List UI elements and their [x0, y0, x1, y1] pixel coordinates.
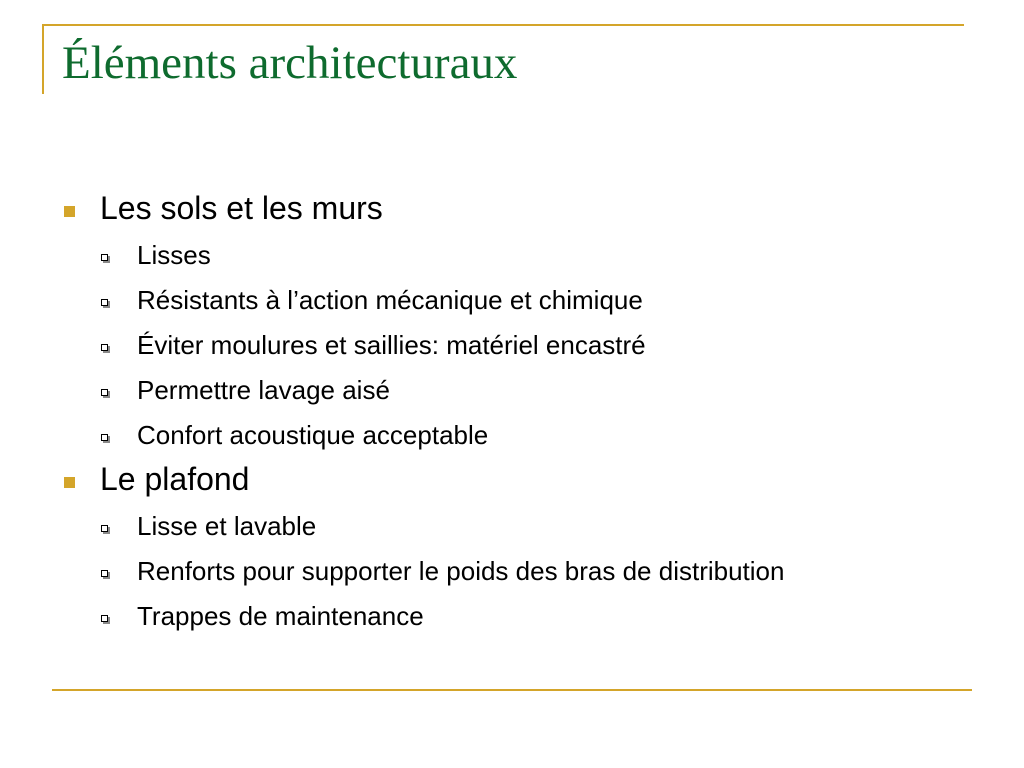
- bullet-level2-text: Renforts pour supporter le poids des bras de distribution: [137, 556, 785, 586]
- bullet-level2-text: Résistants à l’action mécanique et chimique: [137, 285, 643, 315]
- frame-top-line: [42, 24, 964, 26]
- bullet-level2-text: Trappes de maintenance: [137, 601, 424, 631]
- hollow-square-bullet-icon: [101, 254, 108, 261]
- square-bullet-icon: [64, 206, 75, 217]
- hollow-square-bullet-icon: [101, 615, 108, 622]
- hollow-square-bullet-icon: [101, 389, 108, 396]
- bullet-level2-text: Confort acoustique acceptable: [137, 420, 489, 450]
- bullet-level2-item: [64, 277, 964, 322]
- hollow-square-bullet-icon: [101, 344, 108, 351]
- bullet-level1-text: Le plafond: [100, 461, 250, 497]
- bullet-level2-text: Lisses: [137, 240, 211, 270]
- bullet-level2-item: [64, 548, 964, 593]
- bullet-level2-item: [64, 232, 964, 277]
- frame-left-line: [42, 24, 44, 94]
- frame-bottom-line: [52, 689, 972, 691]
- hollow-square-bullet-icon: [101, 525, 108, 532]
- bullet-level2-item: [64, 503, 964, 548]
- hollow-square-bullet-icon: [101, 570, 108, 577]
- bullet-level2-text: Lisse et lavable: [137, 511, 317, 541]
- bullet-level1-item: [64, 186, 964, 232]
- square-bullet-icon: [64, 477, 75, 488]
- hollow-square-bullet-icon: [101, 434, 108, 441]
- hollow-square-bullet-icon: [101, 299, 108, 306]
- bullet-level2-item: [64, 593, 964, 638]
- bullet-level2-item: [64, 322, 964, 367]
- slide-title: Éléments architecturaux: [62, 37, 518, 89]
- bullet-level2-text: Permettre lavage aisé: [137, 375, 390, 405]
- bullet-level2-text: Éviter moulures et saillies: matériel encastré: [137, 330, 646, 360]
- bullet-level2-item: [64, 367, 964, 412]
- bullet-list: [64, 186, 964, 638]
- bullet-level2-item: [64, 412, 964, 457]
- bullet-level1-item: [64, 457, 964, 503]
- bullet-level1-text: Les sols et les murs: [100, 190, 383, 226]
